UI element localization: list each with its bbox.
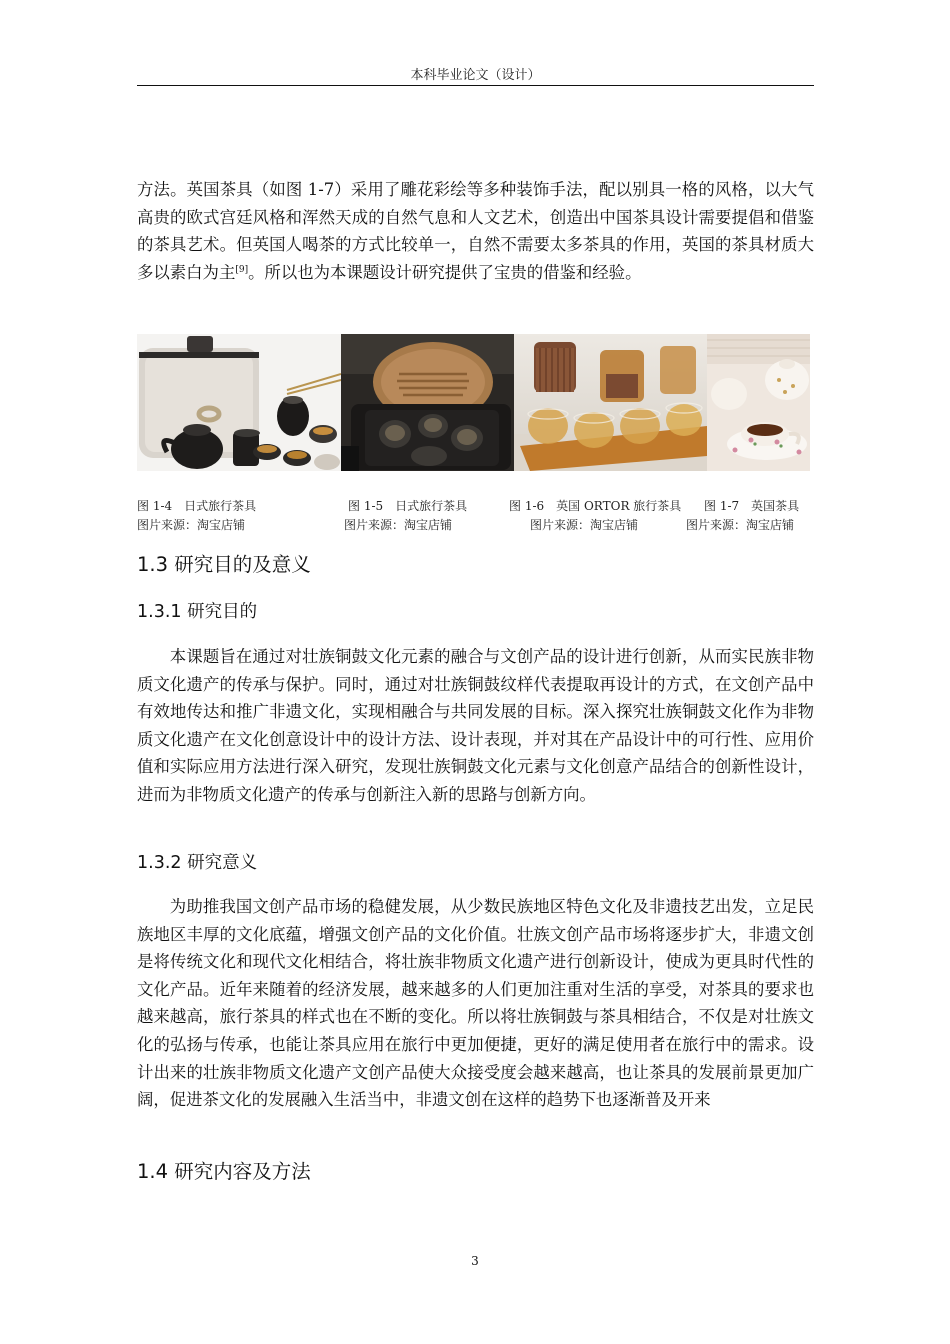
figure-1-5-label: 图 1-5 日式旅行茶具: [348, 499, 468, 513]
figure-1-5-caption: [344, 497, 467, 535]
figure-1-4-label: 图 1-4 日式旅行茶具: [137, 499, 257, 513]
intro-text-a: 方法。英国茶具（如图 1-7）采用了雕花彩绘等多种装饰手法，配以别具一格的风格，以大气高贵的欧式宫廷风格和浑然天成的自然气息和人文艺术，创造出中国茶具设计需要提倡和借鉴的茶具艺术。但英国人喝茶的方式比较单一，自然不需要太多茶具的作用，英国的茶具材质大多以素白为主: [137, 180, 814, 282]
citation-ref: [9]: [235, 264, 249, 275]
figure-1-6-photo: [514, 334, 707, 471]
paragraph-1-3-1: 本课题旨在通过对壮族铜鼓文化元素的融合与文创产品的设计进行创新，从而实民族非物质文化遗产的传承与保护。同时，通过对壮族铜鼓纹样代表提取再设计的方式，在文创产品中有效地传达和推广非遗文化，实现相融合与共同发展的目标。深入探究壮族铜鼓文化作为非物质文化遗产在文化创意设计中的设计方法、设计表现，并对其在产品设计中的可行性、应用价值和实际应用方法进行深入研究，发现壮族铜鼓文化元素与文化创意产品结合的创新性设计，进而为非物质文化遗产的传承与创新注入新的思路与创新方向。: [137, 647, 814, 804]
figure-1-5-photo: [341, 334, 514, 471]
figure-1-5-source: 图片来源：淘宝店铺: [344, 518, 453, 532]
figure-1-7-caption: [686, 497, 799, 535]
figure-1-4-caption: [137, 497, 256, 535]
figure-1-6-label: 图 1-6 英国 ORTOR 旅行茶具: [509, 499, 682, 513]
figure-1-7-source: 图片来源：淘宝店铺: [686, 518, 795, 532]
figure-1-4-source: 图片来源：淘宝店铺: [137, 518, 246, 532]
intro-text-b: 。所以也为本课题设计研究提供了宝贵的借鉴和经验。: [248, 262, 642, 282]
figure-1-6-source: 图片来源：淘宝店铺: [530, 518, 639, 532]
paragraph-1-3-2: 为助推我国文创产品市场的稳健发展，从少数民族地区特色文化及非遗技艺出发，立足民族地区丰厚的文化底蕴，增强文创产品的文化价值。壮族文创产品市场将逐步扩大，非遗文创是将传统文化和现代文化相结合，将壮族非物质文化遗产进行创新设计，使成为更具时代性的文化产品。近年来随着的经济发展，越来越多的人们更加注重对生活的享受，对茶具的要求也越来越高，旅行茶具的样式也在不断的变化。所以将壮族铜鼓与茶具相结合，不仅是对壮族文化的弘扬与传承，也能让茶具应用在旅行中更加便捷，更好的满足使用者在旅行中的需求。设计出来的壮族非物质文化遗产文创产品使大众接受度会越来越高，也让茶具的发展前景更加广阔，促进茶文化的发展融入生活当中，非遗文创在这样的趋势下也逐渐普及开来: [137, 897, 814, 1110]
figure-1-7-label: 图 1-7 英国茶具: [704, 499, 800, 513]
figure-1-4-photo: [137, 334, 341, 471]
running-header: 本科毕业论文（设计）: [410, 68, 541, 83]
section-heading-1-4: 1.4 研究内容及方法: [137, 1160, 311, 1183]
figure-1-6-caption: [509, 497, 681, 535]
figure-1-7-photo: [707, 334, 810, 471]
intro-paragraph: [137, 176, 814, 286]
header-rule: [137, 85, 814, 86]
figure-photo-strip: [137, 334, 810, 471]
page-number: 3: [471, 1254, 479, 1268]
section-heading-1-3-1: 1.3.1 研究目的: [137, 602, 258, 622]
section-heading-1-3-2: 1.3.2 研究意义: [137, 853, 258, 873]
section-heading-1-3: 1.3 研究目的及意义: [137, 553, 311, 576]
